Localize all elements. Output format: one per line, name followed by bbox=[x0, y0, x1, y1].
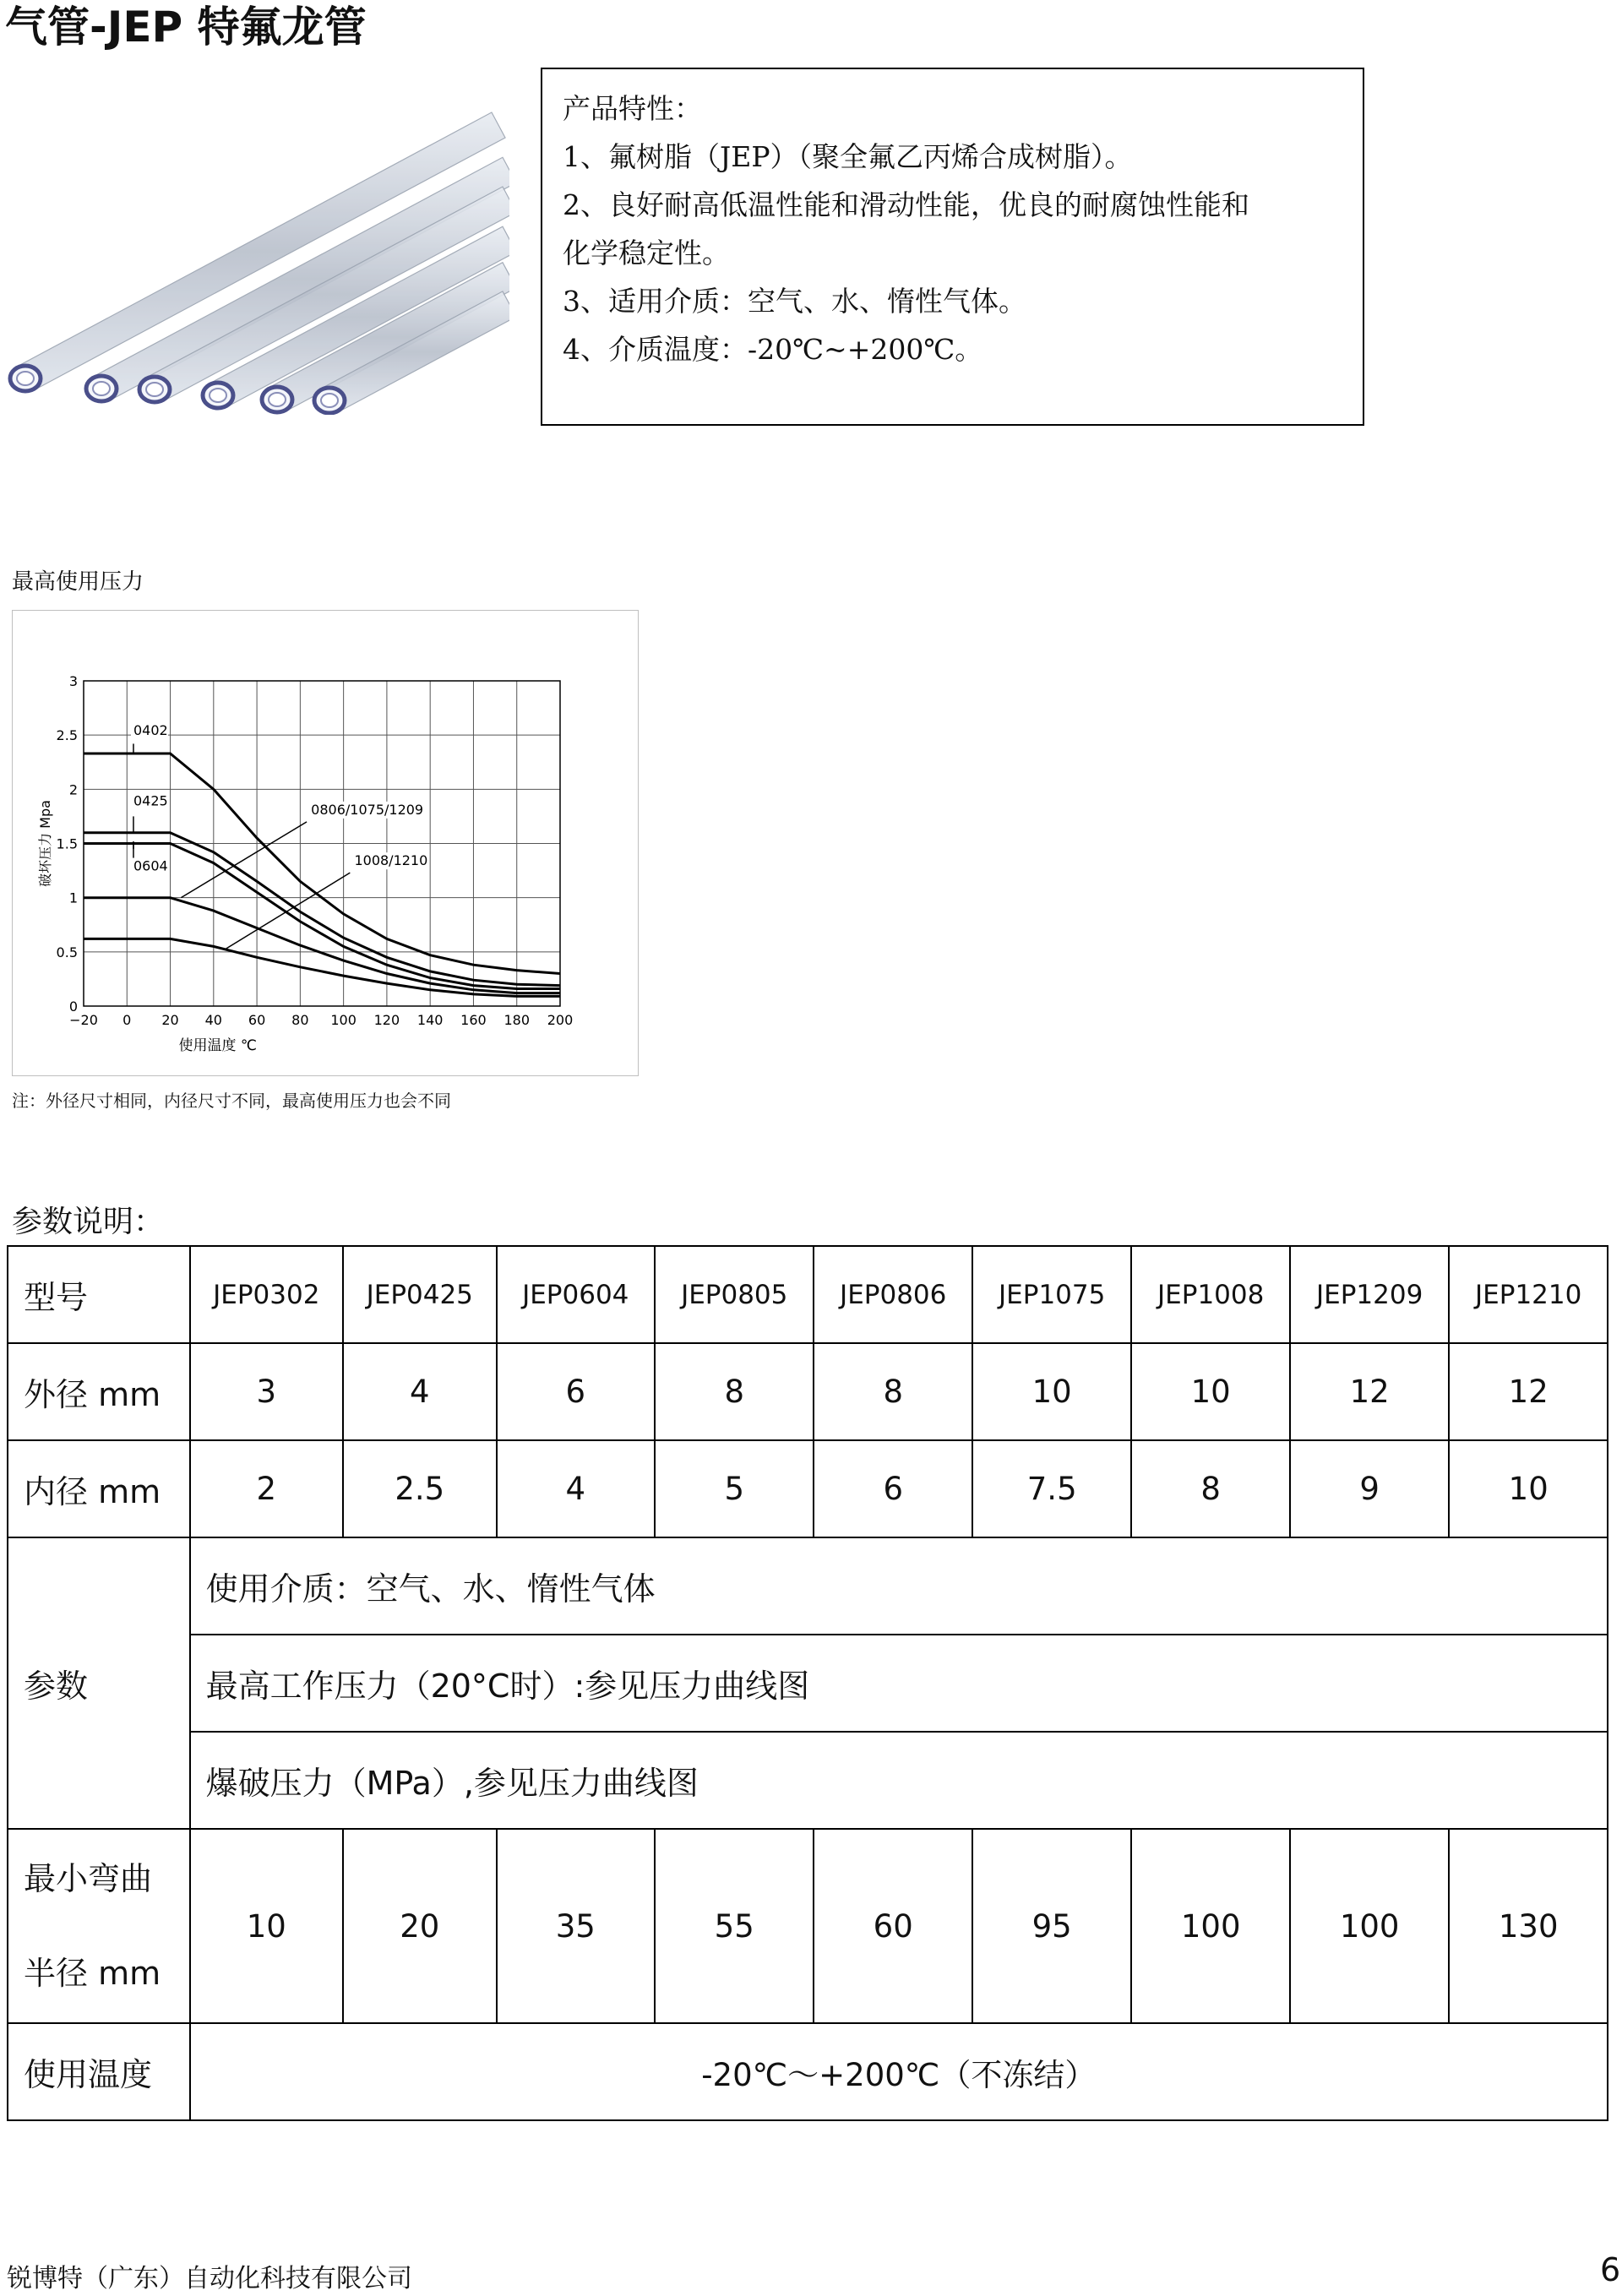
tube-bore bbox=[269, 393, 286, 406]
y-tick-label: 0 bbox=[68, 998, 78, 1015]
od-cell: 6 bbox=[497, 1343, 655, 1440]
pressure-curve-chart bbox=[13, 611, 638, 1075]
series-line bbox=[84, 898, 560, 993]
od-cell: 4 bbox=[343, 1343, 496, 1440]
id-cell: 2.5 bbox=[343, 1440, 496, 1537]
table-row-outer-diameter bbox=[8, 1343, 1608, 1440]
spec-table bbox=[7, 1245, 1608, 2121]
model-cell: JEP1075 bbox=[972, 1246, 1131, 1343]
params-title: 参数说明： bbox=[12, 1205, 165, 1239]
bend-cell: 55 bbox=[655, 1829, 814, 2023]
x-tick-label: 140 bbox=[416, 1012, 444, 1028]
y-tick-label: 0.5 bbox=[56, 944, 78, 960]
x-tick-label: 60 bbox=[248, 1012, 266, 1028]
model-cell: JEP0302 bbox=[190, 1246, 343, 1343]
page-number: 6 bbox=[1600, 2251, 1621, 2288]
param-medium: 使用介质：空气、水、惰性气体 bbox=[190, 1537, 1608, 1635]
model-cell: JEP0604 bbox=[497, 1246, 655, 1343]
tube-bore bbox=[146, 383, 163, 396]
bend-cell: 20 bbox=[343, 1829, 496, 2023]
od-cell: 8 bbox=[814, 1343, 972, 1440]
x-tick-label: 20 bbox=[161, 1012, 179, 1028]
product-features-box bbox=[541, 68, 1364, 426]
x-tick-label: −20 bbox=[69, 1012, 98, 1028]
temperature-cell: -20℃～+200℃（不冻结） bbox=[190, 2023, 1608, 2120]
id-cell: 9 bbox=[1290, 1440, 1449, 1537]
bend-cell: 100 bbox=[1131, 1829, 1289, 2023]
table-row-inner-diameter bbox=[8, 1440, 1608, 1537]
chart-note: 注：外径尺寸相同，内径尺寸不同，最高使用压力也会不同 bbox=[12, 1091, 451, 1111]
bend-cell: 130 bbox=[1449, 1829, 1608, 2023]
x-tick-label: 160 bbox=[460, 1012, 487, 1028]
bend-label-line2: 半径 mm bbox=[24, 1955, 161, 1992]
y-tick-label: 3 bbox=[68, 673, 78, 689]
page-title: 气管-JEP 特氟龙管 bbox=[5, 3, 367, 52]
feature-line: 化学稳定性。 bbox=[563, 237, 730, 269]
y-tick-label: 1 bbox=[68, 890, 78, 906]
row-label-model: 型号 bbox=[8, 1246, 190, 1343]
y-tick-label: 1.5 bbox=[56, 835, 78, 852]
bend-cell: 95 bbox=[972, 1829, 1131, 2023]
id-cell: 7.5 bbox=[972, 1440, 1131, 1537]
bend-label-line1: 最小弯曲 bbox=[24, 1860, 153, 1897]
model-cell: JEP1209 bbox=[1290, 1246, 1449, 1343]
tube-bore bbox=[210, 389, 226, 402]
series-annotation: 0402 bbox=[133, 722, 168, 739]
table-row-params bbox=[8, 1732, 1608, 1829]
tube-bore bbox=[93, 382, 110, 395]
y-tick-label: 2 bbox=[68, 781, 78, 798]
model-cell: JEP1210 bbox=[1449, 1246, 1608, 1343]
id-cell: 5 bbox=[655, 1440, 814, 1537]
param-burst-pressure: 爆破压力（MPa）,参见压力曲线图 bbox=[190, 1732, 1608, 1829]
row-label-id: 内径 mm bbox=[8, 1440, 190, 1537]
tube-bore bbox=[17, 372, 34, 385]
x-tick-label: 200 bbox=[547, 1012, 574, 1028]
series-annotation: 0425 bbox=[133, 792, 168, 809]
annotation-leader bbox=[181, 822, 307, 898]
x-tick-label: 40 bbox=[204, 1012, 222, 1028]
od-cell: 10 bbox=[972, 1343, 1131, 1440]
feature-line: 2、良好耐高低温性能和滑动性能，优良的耐腐蚀性能和 bbox=[563, 188, 1249, 221]
table-row-params bbox=[8, 1635, 1608, 1732]
tube-product-image bbox=[7, 81, 509, 415]
od-cell: 12 bbox=[1449, 1343, 1608, 1440]
tube-bore bbox=[321, 394, 338, 407]
od-cell: 3 bbox=[190, 1343, 343, 1440]
x-tick-label: 100 bbox=[330, 1012, 357, 1028]
x-tick-label: 80 bbox=[291, 1012, 309, 1028]
series-line bbox=[84, 833, 560, 986]
features-heading: 产品特性： bbox=[563, 92, 702, 125]
feature-line: 4、介质温度：-20℃~+200℃。 bbox=[563, 333, 983, 366]
y-axis-label: 破坏压力 Mpa bbox=[37, 800, 53, 887]
x-tick-label: 180 bbox=[503, 1012, 531, 1028]
od-cell: 8 bbox=[655, 1343, 814, 1440]
id-cell: 2 bbox=[190, 1440, 343, 1537]
id-cell: 8 bbox=[1131, 1440, 1289, 1537]
chart-section-title: 最高使用压力 bbox=[12, 569, 144, 595]
model-cell: JEP0805 bbox=[655, 1246, 814, 1343]
model-cell: JEP0806 bbox=[814, 1246, 972, 1343]
row-label-params: 参数 bbox=[8, 1537, 190, 1829]
row-label-bend-radius bbox=[8, 1829, 190, 2023]
feature-line: 3、适用介质：空气、水、惰性气体。 bbox=[563, 285, 1026, 318]
bend-cell: 60 bbox=[814, 1829, 972, 2023]
footer-company: 锐博特（广东）自动化科技有限公司 bbox=[7, 2264, 412, 2293]
series-annotation: 1008/1210 bbox=[354, 852, 428, 869]
bend-cell: 10 bbox=[190, 1829, 343, 2023]
x-tick-label: 0 bbox=[122, 1012, 132, 1028]
model-cell: JEP0425 bbox=[343, 1246, 496, 1343]
table-row-bend-radius bbox=[8, 1829, 1608, 2023]
x-tick-label: 120 bbox=[373, 1012, 400, 1028]
model-cell: JEP1008 bbox=[1131, 1246, 1289, 1343]
x-axis-label: 使用温度 ℃ bbox=[178, 1037, 258, 1054]
series-annotation: 0806/1075/1209 bbox=[311, 801, 424, 818]
series-annotation: 0604 bbox=[133, 857, 168, 874]
feature-line: 1、氟树脂（JEP）（聚全氟乙丙烯合成树脂）。 bbox=[563, 140, 1133, 173]
table-row-model bbox=[8, 1246, 1608, 1343]
id-cell: 4 bbox=[497, 1440, 655, 1537]
row-label-od: 外径 mm bbox=[8, 1343, 190, 1440]
table-row-temperature bbox=[8, 2023, 1608, 2120]
bend-cell: 35 bbox=[497, 1829, 655, 2023]
pressure-chart-frame bbox=[12, 610, 639, 1076]
row-label-temperature: 使用温度 bbox=[8, 2023, 190, 2120]
od-cell: 10 bbox=[1131, 1343, 1289, 1440]
id-cell: 6 bbox=[814, 1440, 972, 1537]
table-row-params bbox=[8, 1537, 1608, 1635]
y-tick-label: 2.5 bbox=[56, 727, 78, 744]
od-cell: 12 bbox=[1290, 1343, 1449, 1440]
bend-cell: 100 bbox=[1290, 1829, 1449, 2023]
id-cell: 10 bbox=[1449, 1440, 1608, 1537]
param-max-pressure: 最高工作压力（20°C时）:参见压力曲线图 bbox=[190, 1635, 1608, 1732]
